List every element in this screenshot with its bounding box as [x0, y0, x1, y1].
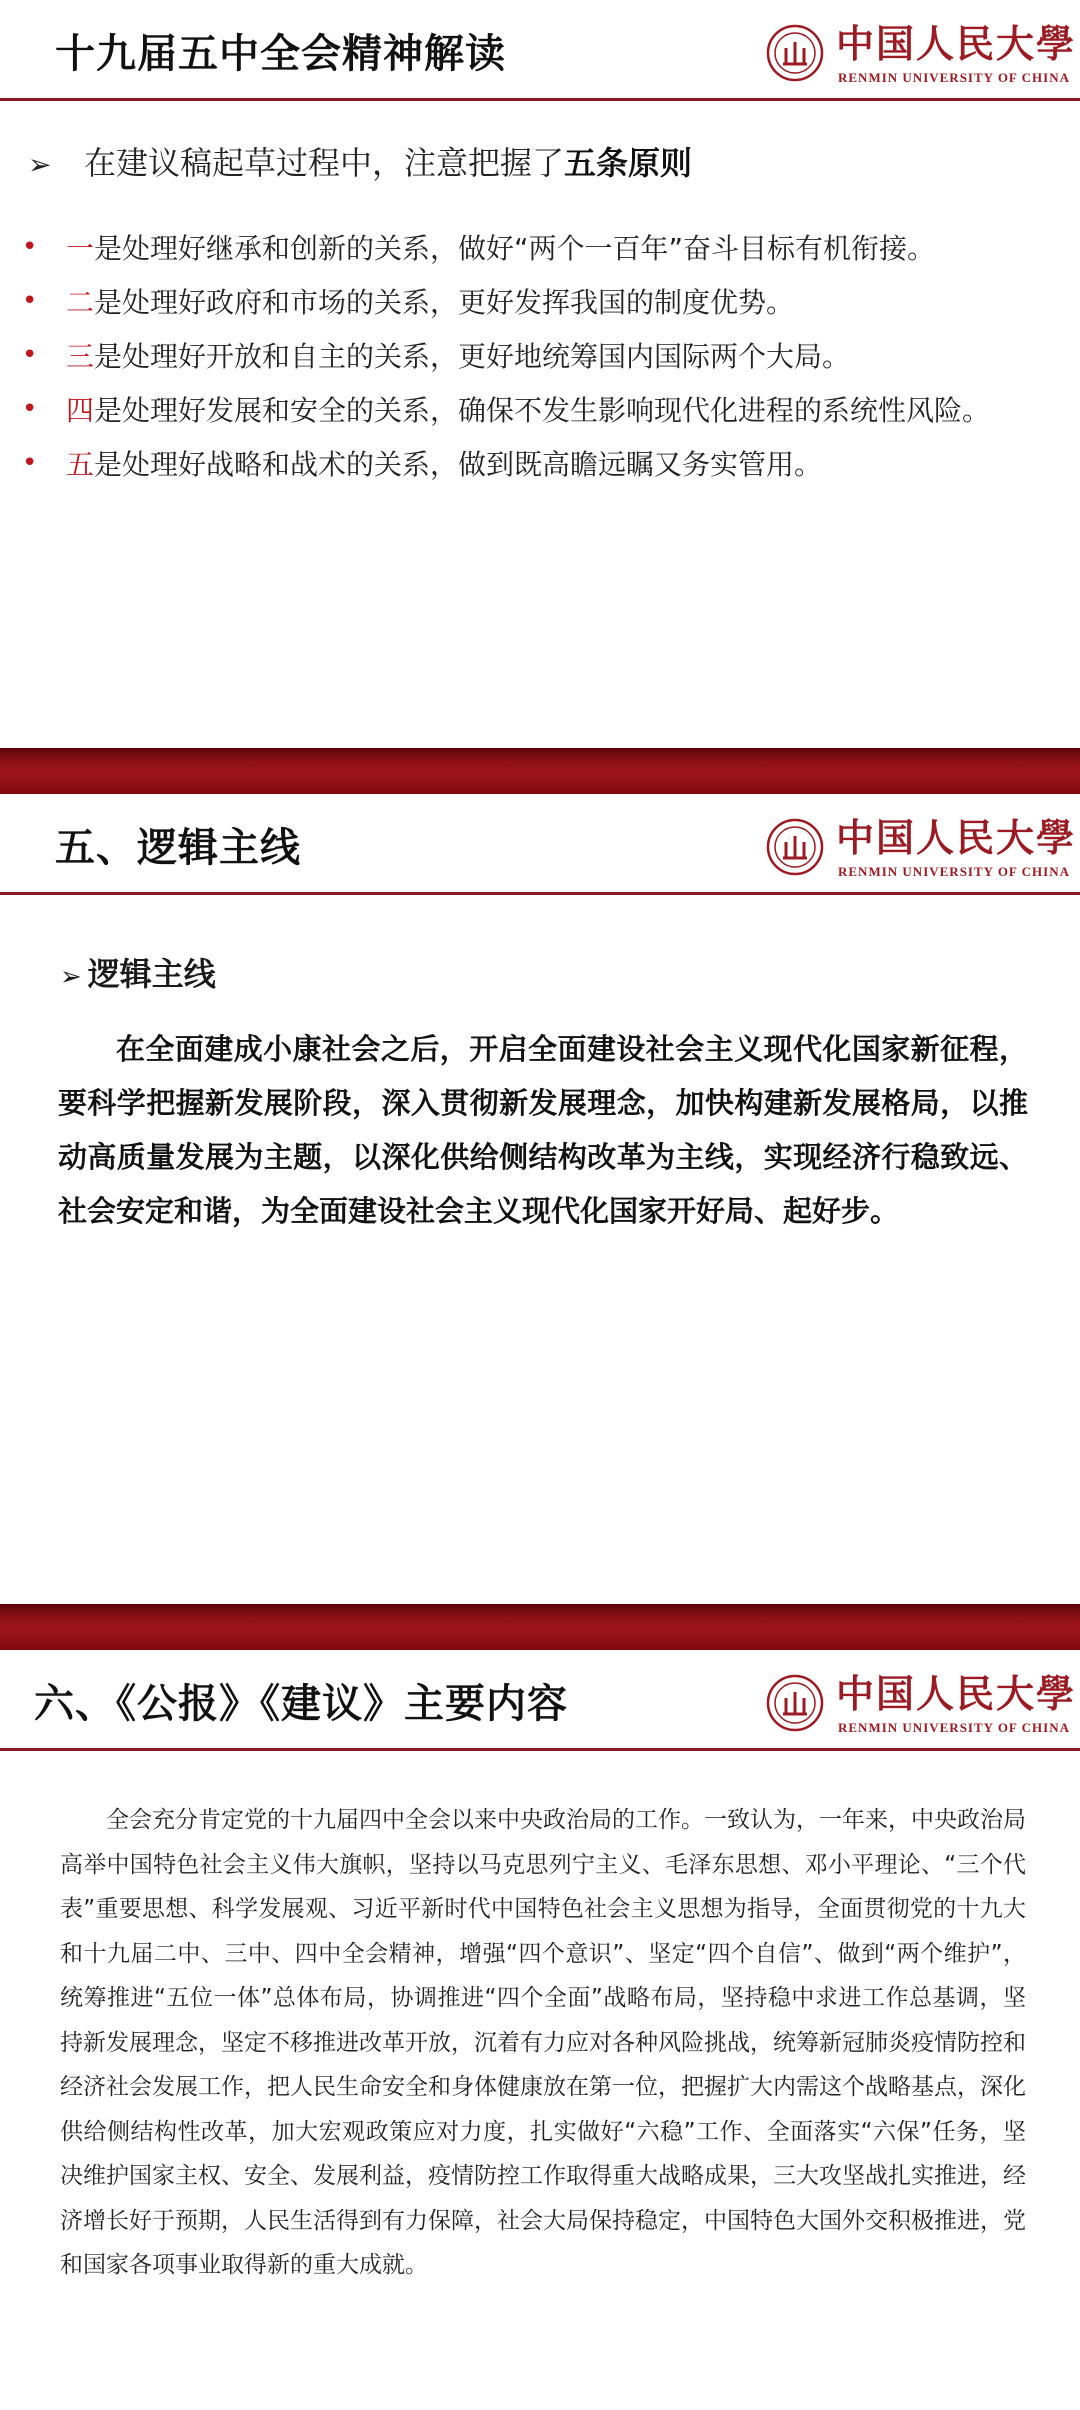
body-paragraph: 全会充分肯定党的十九届四中全会以来中央政治局的工作。一致认为，一年来，中央政治局高举中国特色社会主义伟大旗帜，坚持以马克思列宁主义、毛泽东思想、邓小平理论、“三个代表”重要思想、科学发展观、习近平新时代中国特色社会主义思想为指导，全面贯彻党的十九大和十九届二中、三中、四中全会精神，增强“四个意识”、坚定“四个自信”、做到“两个维护”，统筹推进“五位一体”总体布局，协调推进“四个全面”战略布局，坚持稳中求进工作总基调，坚持新发展理念，坚定不移推进改革开放，沉着有力应对各种风险挑战，统筹新冠肺炎疫情防控和经济社会发展工作，把人民生命安全和身体健康放在第一位，把握扩大内需这个战略基点，深化供给侧结构性改革，加大宏观政策应对力度，扎实做好“六稳”工作、全面落实“六保”任务，坚决维护国家主权、安全、发展利益，疫情防控工作取得重大战略成果，三大攻坚战扎实推进，经济增长好于预期，人民生活得到有力保障，社会大局保持稳定，中国特色大国外交积极推进，党和国家各项事业取得新的重大成就。 [60, 1807, 1026, 2278]
list-item [22, 220, 990, 274]
title-rule [0, 892, 1080, 895]
principle-text: 是处理好发展和安全的关系，确保不发生影响现代化进程的系统性风险。 [94, 394, 991, 427]
principle-number: 一 [66, 232, 95, 265]
arrow-right-icon: ➢ [60, 962, 82, 992]
bullet-dot-icon: • [22, 286, 38, 316]
body-paragraph: 在全面建成小康社会之后，开启全面建设社会主义现代化国家新征程，要科学把握新发展阶段，深入贯彻新发展理念，加快构建新发展格局，以推动高质量发展为主题，以深化供给侧结构改革为主线，实现经济行稳致远、社会安定和谐，为全面建设社会主义现代化国家开好局、起好步。 [58, 1032, 1028, 1228]
slide-title: 五、逻辑主线 [55, 825, 301, 871]
logo-english-name: RENMIN UNIVERSITY OF CHINA [838, 864, 1070, 879]
principles-heading [28, 138, 692, 184]
slide-logic-mainline [0, 794, 1080, 1604]
principle-number: 四 [66, 394, 95, 427]
university-logo [766, 1671, 1077, 1742]
slide-five-principles [0, 0, 1080, 748]
principle-text: 是处理好政府和市场的关系，更好发挥我国的制度优势。 [94, 286, 795, 319]
logo-chinese-name: 中国人民大學 [836, 815, 1077, 860]
principle-text: 是处理好战略和战术的关系，做到既高瞻远瞩又务实管用。 [94, 448, 823, 481]
university-seal-icon [766, 818, 824, 876]
slide-title: 六、《公报》《建议》主要内容 [34, 1681, 568, 1727]
bullet-dot-icon: • [22, 394, 38, 424]
list-item [22, 436, 990, 490]
logo-chinese-name: 中国人民大學 [836, 21, 1077, 66]
bullet-dot-icon: • [22, 448, 38, 478]
list-item [22, 328, 990, 382]
slide-title: 十九届五中全会精神解读 [55, 31, 506, 77]
university-logo [766, 21, 1077, 92]
principle-text: 是处理好继承和创新的关系，做好“两个一百年”奋斗目标有机衔接。 [94, 232, 936, 265]
divider-band [0, 1604, 1080, 1650]
subheading-text: 逻辑主线 [87, 955, 216, 993]
arrow-right-icon: ➢ [28, 148, 52, 181]
list-item [22, 382, 990, 436]
slide-main-content [0, 1650, 1080, 2410]
bullet-dot-icon: • [22, 232, 38, 262]
principles-list [22, 220, 990, 490]
logo-chinese-name: 中国人民大學 [836, 1671, 1077, 1716]
university-seal-icon [766, 1674, 824, 1732]
bullet-dot-icon: • [22, 340, 38, 370]
logo-english-name: RENMIN UNIVERSITY OF CHINA [838, 1720, 1070, 1735]
title-rule [0, 1748, 1080, 1751]
principle-number: 五 [66, 448, 95, 481]
divider-band [0, 748, 1080, 794]
logo-english-name: RENMIN UNIVERSITY OF CHINA [838, 70, 1070, 85]
title-rule [0, 98, 1080, 101]
principle-text: 是处理好开放和自主的关系，更好地统筹国内国际两个大局。 [94, 340, 851, 373]
heading-prefix: 在建议稿起草过程中，注意把握了 [84, 144, 565, 182]
list-item [22, 274, 990, 328]
heading-bold: 五条原则 [564, 144, 693, 182]
university-logo [766, 815, 1077, 886]
university-seal-icon [766, 24, 824, 82]
principle-number: 三 [66, 340, 95, 373]
principle-number: 二 [66, 286, 95, 319]
section-subheading [60, 949, 216, 995]
